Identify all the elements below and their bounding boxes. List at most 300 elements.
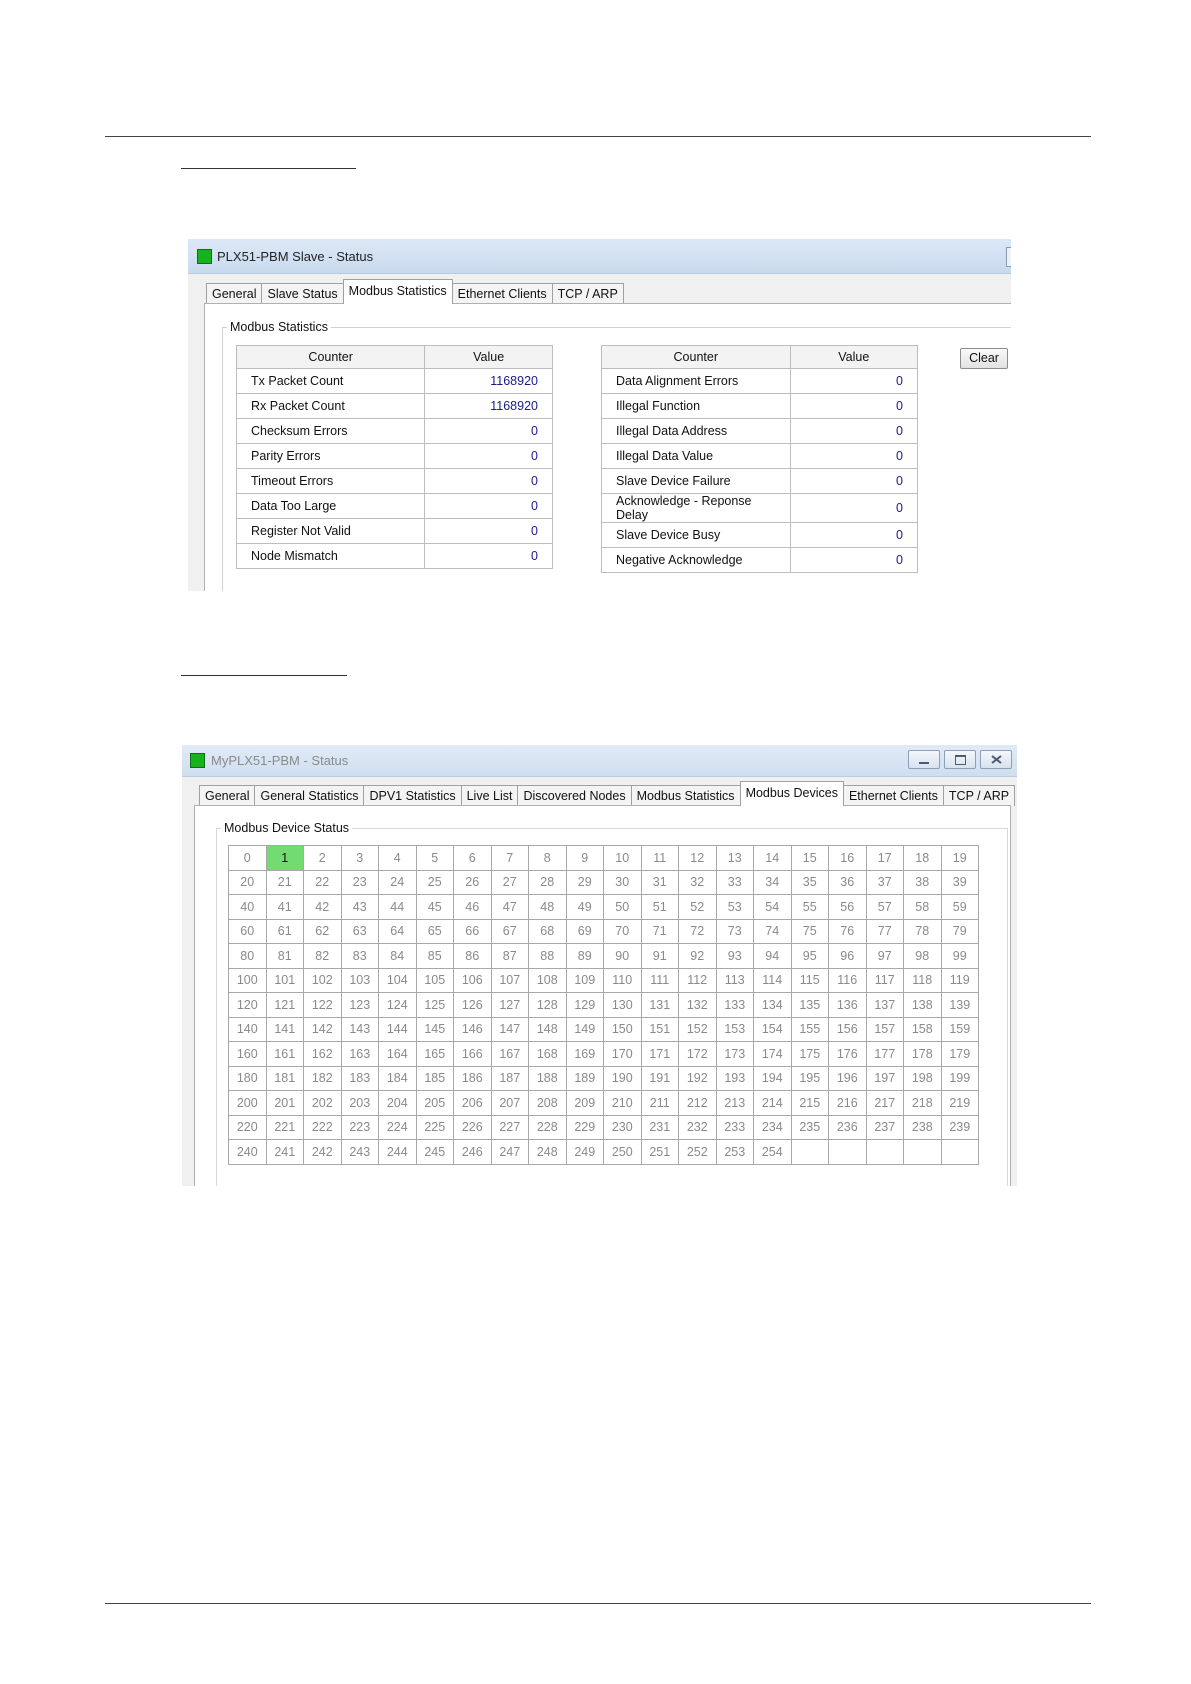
device-cell-183: 183 xyxy=(341,1066,379,1091)
device-cell-17: 17 xyxy=(866,846,904,871)
device-cell-65: 65 xyxy=(416,919,454,944)
device-cell-220: 220 xyxy=(229,1115,267,1140)
device-cell-178: 178 xyxy=(904,1042,942,1067)
counter-name: Data Alignment Errors xyxy=(602,369,791,394)
device-cell-223: 223 xyxy=(341,1115,379,1140)
device-cell-229: 229 xyxy=(566,1115,604,1140)
device-cell-16: 16 xyxy=(829,846,867,871)
modbus-device-grid xyxy=(228,845,979,1165)
tab-strip xyxy=(206,283,623,304)
counter-name: Node Mismatch xyxy=(237,544,425,569)
device-cell-122: 122 xyxy=(304,993,342,1018)
device-cell-124: 124 xyxy=(379,993,417,1018)
device-cell-139: 139 xyxy=(941,993,979,1018)
device-cell-3: 3 xyxy=(341,846,379,871)
device-cell-57: 57 xyxy=(866,895,904,920)
device-cell-52: 52 xyxy=(679,895,717,920)
device-cell-148: 148 xyxy=(529,1017,567,1042)
device-cell-98: 98 xyxy=(904,944,942,969)
device-cell-54: 54 xyxy=(754,895,792,920)
device-cell-empty xyxy=(904,1140,942,1165)
device-cell-203: 203 xyxy=(341,1091,379,1116)
device-cell-246: 246 xyxy=(454,1140,492,1165)
device-cell-61: 61 xyxy=(266,919,304,944)
device-cell-206: 206 xyxy=(454,1091,492,1116)
device-cell-254: 254 xyxy=(754,1140,792,1165)
device-cell-208: 208 xyxy=(529,1091,567,1116)
device-cell-217: 217 xyxy=(866,1091,904,1116)
status-indicator-icon xyxy=(197,249,212,264)
tab-dpv1-statistics[interactable]: DPV1 Statistics xyxy=(363,785,461,806)
tab-discovered-nodes[interactable]: Discovered Nodes xyxy=(517,785,631,806)
device-cell-248: 248 xyxy=(529,1140,567,1165)
close-button-edge[interactable] xyxy=(1006,247,1011,267)
device-cell-108: 108 xyxy=(529,968,567,993)
device-cell-121: 121 xyxy=(266,993,304,1018)
device-cell-219: 219 xyxy=(941,1091,979,1116)
device-cell-211: 211 xyxy=(641,1091,679,1116)
device-cell-60: 60 xyxy=(229,919,267,944)
device-cell-180: 180 xyxy=(229,1066,267,1091)
device-grid-row xyxy=(229,993,979,1018)
tab-strip xyxy=(199,785,1014,806)
device-cell-140: 140 xyxy=(229,1017,267,1042)
device-cell-39: 39 xyxy=(941,870,979,895)
close-button[interactable] xyxy=(980,750,1012,769)
device-cell-153: 153 xyxy=(716,1017,754,1042)
device-cell-93: 93 xyxy=(716,944,754,969)
device-cell-118: 118 xyxy=(904,968,942,993)
device-cell-45: 45 xyxy=(416,895,454,920)
device-cell-175: 175 xyxy=(791,1042,829,1067)
device-cell-157: 157 xyxy=(866,1017,904,1042)
device-cell-155: 155 xyxy=(791,1017,829,1042)
device-cell-34: 34 xyxy=(754,870,792,895)
tab-tcp-arp[interactable]: TCP / ARP xyxy=(552,283,624,304)
device-cell-27: 27 xyxy=(491,870,529,895)
device-cell-154: 154 xyxy=(754,1017,792,1042)
device-cell-91: 91 xyxy=(641,944,679,969)
table-row xyxy=(602,548,918,573)
counter-name: Acknowledge - Reponse Delay xyxy=(602,494,791,523)
counter-value: 0 xyxy=(790,523,917,548)
device-cell-143: 143 xyxy=(341,1017,379,1042)
counter-value: 0 xyxy=(790,394,917,419)
device-cell-70: 70 xyxy=(604,919,642,944)
device-cell-48: 48 xyxy=(529,895,567,920)
device-cell-97: 97 xyxy=(866,944,904,969)
device-cell-101: 101 xyxy=(266,968,304,993)
table-row xyxy=(237,419,553,444)
device-cell-64: 64 xyxy=(379,919,417,944)
device-cell-160: 160 xyxy=(229,1042,267,1067)
table-row xyxy=(237,519,553,544)
tab-slave-status[interactable]: Slave Status xyxy=(261,283,343,304)
device-cell-187: 187 xyxy=(491,1066,529,1091)
tab-live-list[interactable]: Live List xyxy=(461,785,519,806)
device-cell-235: 235 xyxy=(791,1115,829,1140)
statistics-table-left xyxy=(236,345,553,569)
device-cell-193: 193 xyxy=(716,1066,754,1091)
device-cell-174: 174 xyxy=(754,1042,792,1067)
device-cell-189: 189 xyxy=(566,1066,604,1091)
device-cell-144: 144 xyxy=(379,1017,417,1042)
device-cell-222: 222 xyxy=(304,1115,342,1140)
device-cell-62: 62 xyxy=(304,919,342,944)
device-cell-37: 37 xyxy=(866,870,904,895)
device-cell-80: 80 xyxy=(229,944,267,969)
device-cell-176: 176 xyxy=(829,1042,867,1067)
column-header-counter: Counter xyxy=(237,346,425,369)
device-cell-195: 195 xyxy=(791,1066,829,1091)
device-cell-113: 113 xyxy=(716,968,754,993)
tab-ethernet-clients[interactable]: Ethernet Clients xyxy=(452,283,553,304)
device-cell-73: 73 xyxy=(716,919,754,944)
section-heading-underline-2 xyxy=(181,675,347,676)
device-cell-99: 99 xyxy=(941,944,979,969)
device-cell-204: 204 xyxy=(379,1091,417,1116)
device-cell-233: 233 xyxy=(716,1115,754,1140)
device-cell-243: 243 xyxy=(341,1140,379,1165)
device-cell-133: 133 xyxy=(716,993,754,1018)
device-cell-162: 162 xyxy=(304,1042,342,1067)
device-cell-11: 11 xyxy=(641,846,679,871)
device-cell-234: 234 xyxy=(754,1115,792,1140)
table-row xyxy=(237,544,553,569)
device-cell-119: 119 xyxy=(941,968,979,993)
device-cell-163: 163 xyxy=(341,1042,379,1067)
device-cell-50: 50 xyxy=(604,895,642,920)
device-cell-86: 86 xyxy=(454,944,492,969)
device-cell-216: 216 xyxy=(829,1091,867,1116)
device-cell-158: 158 xyxy=(904,1017,942,1042)
device-cell-25: 25 xyxy=(416,870,454,895)
column-header-counter: Counter xyxy=(602,346,791,369)
device-cell-102: 102 xyxy=(304,968,342,993)
window-title: PLX51-PBM Slave - Status xyxy=(217,249,374,264)
device-cell-84: 84 xyxy=(379,944,417,969)
device-cell-21: 21 xyxy=(266,870,304,895)
device-cell-20: 20 xyxy=(229,870,267,895)
device-cell-141: 141 xyxy=(266,1017,304,1042)
device-cell-53: 53 xyxy=(716,895,754,920)
device-cell-32: 32 xyxy=(679,870,717,895)
device-grid-row xyxy=(229,1066,979,1091)
device-cell-240: 240 xyxy=(229,1140,267,1165)
device-cell-74: 74 xyxy=(754,919,792,944)
device-cell-169: 169 xyxy=(566,1042,604,1067)
counter-value: 0 xyxy=(425,494,553,519)
maximize-icon xyxy=(955,755,966,765)
device-cell-165: 165 xyxy=(416,1042,454,1067)
device-cell-19: 19 xyxy=(941,846,979,871)
device-cell-213: 213 xyxy=(716,1091,754,1116)
counter-value: 0 xyxy=(425,444,553,469)
counter-value: 0 xyxy=(790,444,917,469)
device-cell-46: 46 xyxy=(454,895,492,920)
device-cell-212: 212 xyxy=(679,1091,717,1116)
device-cell-44: 44 xyxy=(379,895,417,920)
device-cell-197: 197 xyxy=(866,1066,904,1091)
device-cell-188: 188 xyxy=(529,1066,567,1091)
tab-modbus-statistics[interactable]: Modbus Statistics xyxy=(343,279,453,304)
device-cell-105: 105 xyxy=(416,968,454,993)
device-cell-161: 161 xyxy=(266,1042,304,1067)
device-cell-232: 232 xyxy=(679,1115,717,1140)
device-cell-6: 6 xyxy=(454,846,492,871)
tab-general[interactable]: General xyxy=(206,283,262,304)
device-cell-7: 7 xyxy=(491,846,529,871)
table-row xyxy=(602,469,918,494)
device-cell-132: 132 xyxy=(679,993,717,1018)
device-cell-136: 136 xyxy=(829,993,867,1018)
tab-modbus-statistics[interactable]: Modbus Statistics xyxy=(631,785,741,806)
device-cell-78: 78 xyxy=(904,919,942,944)
device-cell-120: 120 xyxy=(229,993,267,1018)
device-cell-149: 149 xyxy=(566,1017,604,1042)
device-grid-row xyxy=(229,968,979,993)
device-cell-76: 76 xyxy=(829,919,867,944)
device-cell-205: 205 xyxy=(416,1091,454,1116)
device-cell-109: 109 xyxy=(566,968,604,993)
device-cell-247: 247 xyxy=(491,1140,529,1165)
window-titlebar xyxy=(188,239,1011,274)
close-icon xyxy=(991,755,1002,764)
tab-general[interactable]: General xyxy=(199,785,255,806)
device-grid-row xyxy=(229,1115,979,1140)
table-row xyxy=(237,369,553,394)
device-cell-170: 170 xyxy=(604,1042,642,1067)
device-grid-row xyxy=(229,1017,979,1042)
device-cell-1: 1 xyxy=(266,846,304,871)
device-cell-151: 151 xyxy=(641,1017,679,1042)
device-cell-92: 92 xyxy=(679,944,717,969)
counter-name: Slave Device Busy xyxy=(602,523,791,548)
device-cell-185: 185 xyxy=(416,1066,454,1091)
device-cell-126: 126 xyxy=(454,993,492,1018)
device-cell-184: 184 xyxy=(379,1066,417,1091)
device-cell-156: 156 xyxy=(829,1017,867,1042)
section-heading-underline-1 xyxy=(181,168,356,169)
device-cell-238: 238 xyxy=(904,1115,942,1140)
minimize-button[interactable] xyxy=(908,750,940,769)
device-cell-18: 18 xyxy=(904,846,942,871)
device-cell-67: 67 xyxy=(491,919,529,944)
device-cell-5: 5 xyxy=(416,846,454,871)
device-cell-51: 51 xyxy=(641,895,679,920)
device-cell-28: 28 xyxy=(529,870,567,895)
device-cell-190: 190 xyxy=(604,1066,642,1091)
device-grid-row xyxy=(229,944,979,969)
device-cell-empty xyxy=(829,1140,867,1165)
device-cell-230: 230 xyxy=(604,1115,642,1140)
device-cell-196: 196 xyxy=(829,1066,867,1091)
device-cell-33: 33 xyxy=(716,870,754,895)
device-cell-71: 71 xyxy=(641,919,679,944)
device-cell-236: 236 xyxy=(829,1115,867,1140)
device-cell-59: 59 xyxy=(941,895,979,920)
device-cell-43: 43 xyxy=(341,895,379,920)
device-cell-87: 87 xyxy=(491,944,529,969)
table-row xyxy=(237,494,553,519)
device-cell-58: 58 xyxy=(904,895,942,920)
device-cell-218: 218 xyxy=(904,1091,942,1116)
counter-value: 0 xyxy=(790,419,917,444)
device-grid-row xyxy=(229,1042,979,1067)
device-cell-63: 63 xyxy=(341,919,379,944)
device-cell-191: 191 xyxy=(641,1066,679,1091)
device-cell-47: 47 xyxy=(491,895,529,920)
device-cell-100: 100 xyxy=(229,968,267,993)
device-cell-0: 0 xyxy=(229,846,267,871)
counter-value: 0 xyxy=(790,469,917,494)
device-cell-244: 244 xyxy=(379,1140,417,1165)
device-cell-251: 251 xyxy=(641,1140,679,1165)
device-cell-95: 95 xyxy=(791,944,829,969)
maximize-button[interactable] xyxy=(944,750,976,769)
device-cell-104: 104 xyxy=(379,968,417,993)
device-cell-8: 8 xyxy=(529,846,567,871)
device-cell-12: 12 xyxy=(679,846,717,871)
tab-ethernet-clients[interactable]: Ethernet Clients xyxy=(843,785,944,806)
device-cell-112: 112 xyxy=(679,968,717,993)
device-cell-252: 252 xyxy=(679,1140,717,1165)
device-cell-22: 22 xyxy=(304,870,342,895)
device-cell-200: 200 xyxy=(229,1091,267,1116)
device-cell-231: 231 xyxy=(641,1115,679,1140)
counter-name: Negative Acknowledge xyxy=(602,548,791,573)
slave-status-window xyxy=(188,239,1011,591)
device-grid-row xyxy=(229,895,979,920)
device-cell-116: 116 xyxy=(829,968,867,993)
device-cell-147: 147 xyxy=(491,1017,529,1042)
device-cell-90: 90 xyxy=(604,944,642,969)
table-row xyxy=(602,394,918,419)
device-grid-row xyxy=(229,870,979,895)
window-title: MyPLX51-PBM - Status xyxy=(211,753,349,768)
group-label: Modbus Device Status xyxy=(221,821,352,835)
device-cell-142: 142 xyxy=(304,1017,342,1042)
status-indicator-icon xyxy=(190,753,205,768)
device-cell-128: 128 xyxy=(529,993,567,1018)
counter-name: Illegal Data Address xyxy=(602,419,791,444)
device-cell-88: 88 xyxy=(529,944,567,969)
table-row xyxy=(237,394,553,419)
device-cell-36: 36 xyxy=(829,870,867,895)
device-cell-253: 253 xyxy=(716,1140,754,1165)
tab-tcp-arp[interactable]: TCP / ARP xyxy=(943,785,1015,806)
device-cell-38: 38 xyxy=(904,870,942,895)
device-cell-66: 66 xyxy=(454,919,492,944)
clear-button[interactable]: Clear xyxy=(960,348,1008,369)
device-cell-166: 166 xyxy=(454,1042,492,1067)
device-cell-empty xyxy=(866,1140,904,1165)
device-cell-41: 41 xyxy=(266,895,304,920)
counter-name: Data Too Large xyxy=(237,494,425,519)
device-cell-14: 14 xyxy=(754,846,792,871)
device-cell-115: 115 xyxy=(791,968,829,993)
table-row xyxy=(602,369,918,394)
table-row xyxy=(602,494,918,523)
device-cell-179: 179 xyxy=(941,1042,979,1067)
counter-value: 0 xyxy=(790,369,917,394)
tab-modbus-devices[interactable]: Modbus Devices xyxy=(740,781,844,806)
counter-value: 0 xyxy=(425,544,553,569)
device-status-window xyxy=(182,745,1017,1186)
device-cell-159: 159 xyxy=(941,1017,979,1042)
device-cell-130: 130 xyxy=(604,993,642,1018)
device-cell-106: 106 xyxy=(454,968,492,993)
device-cell-96: 96 xyxy=(829,944,867,969)
counter-value: 0 xyxy=(425,419,553,444)
device-cell-241: 241 xyxy=(266,1140,304,1165)
device-cell-150: 150 xyxy=(604,1017,642,1042)
device-grid-row xyxy=(229,846,979,871)
device-cell-15: 15 xyxy=(791,846,829,871)
device-cell-24: 24 xyxy=(379,870,417,895)
device-cell-181: 181 xyxy=(266,1066,304,1091)
counter-name: Slave Device Failure xyxy=(602,469,791,494)
device-cell-123: 123 xyxy=(341,993,379,1018)
device-cell-empty xyxy=(941,1140,979,1165)
device-cell-199: 199 xyxy=(941,1066,979,1091)
device-cell-31: 31 xyxy=(641,870,679,895)
device-cell-249: 249 xyxy=(566,1140,604,1165)
device-cell-164: 164 xyxy=(379,1042,417,1067)
minimize-icon xyxy=(919,762,929,764)
device-cell-221: 221 xyxy=(266,1115,304,1140)
header-rule xyxy=(105,136,1091,137)
table-row xyxy=(602,523,918,548)
table-row xyxy=(602,419,918,444)
device-cell-172: 172 xyxy=(679,1042,717,1067)
device-cell-242: 242 xyxy=(304,1140,342,1165)
counter-name: Checksum Errors xyxy=(237,419,425,444)
table-row xyxy=(237,469,553,494)
device-cell-131: 131 xyxy=(641,993,679,1018)
device-cell-239: 239 xyxy=(941,1115,979,1140)
device-cell-26: 26 xyxy=(454,870,492,895)
counter-name: Illegal Function xyxy=(602,394,791,419)
device-cell-182: 182 xyxy=(304,1066,342,1091)
tab-general-statistics[interactable]: General Statistics xyxy=(254,785,364,806)
device-cell-127: 127 xyxy=(491,993,529,1018)
device-cell-117: 117 xyxy=(866,968,904,993)
device-cell-237: 237 xyxy=(866,1115,904,1140)
device-cell-245: 245 xyxy=(416,1140,454,1165)
device-cell-138: 138 xyxy=(904,993,942,1018)
device-cell-42: 42 xyxy=(304,895,342,920)
device-cell-23: 23 xyxy=(341,870,379,895)
device-cell-129: 129 xyxy=(566,993,604,1018)
device-cell-empty xyxy=(791,1140,829,1165)
device-cell-4: 4 xyxy=(379,846,417,871)
device-cell-49: 49 xyxy=(566,895,604,920)
device-cell-210: 210 xyxy=(604,1091,642,1116)
device-cell-145: 145 xyxy=(416,1017,454,1042)
counter-name: Parity Errors xyxy=(237,444,425,469)
device-cell-111: 111 xyxy=(641,968,679,993)
device-grid-row xyxy=(229,919,979,944)
device-cell-227: 227 xyxy=(491,1115,529,1140)
device-cell-226: 226 xyxy=(454,1115,492,1140)
counter-name: Register Not Valid xyxy=(237,519,425,544)
device-cell-79: 79 xyxy=(941,919,979,944)
device-cell-29: 29 xyxy=(566,870,604,895)
device-cell-85: 85 xyxy=(416,944,454,969)
device-cell-75: 75 xyxy=(791,919,829,944)
device-cell-82: 82 xyxy=(304,944,342,969)
